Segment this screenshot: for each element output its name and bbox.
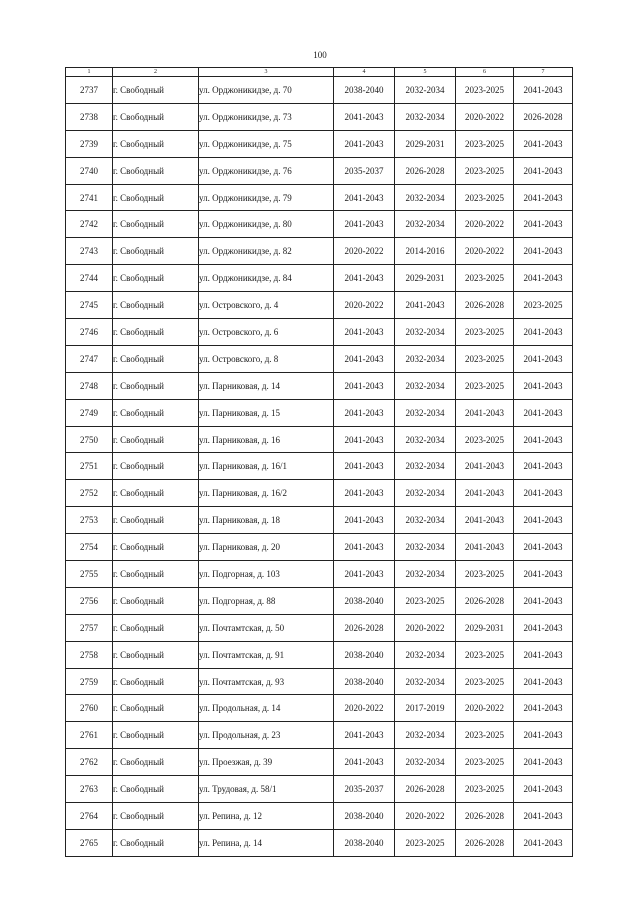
period-cell-col4: 2026-2028 [334, 614, 395, 641]
header-cell: 7 [514, 68, 573, 77]
period-cell-col4: 2035-2037 [334, 157, 395, 184]
period-cell-col6: 2023-2025 [456, 130, 514, 157]
table-row [66, 238, 573, 265]
table-row [66, 292, 573, 319]
row-number: 2746 [66, 319, 113, 346]
table-row [66, 184, 573, 211]
row-number: 2758 [66, 641, 113, 668]
period-cell-col7: 2023-2025 [514, 292, 573, 319]
period-cell-col7: 2041-2043 [514, 345, 573, 372]
address-cell: ул. Репина, д. 14 [199, 829, 334, 856]
period-cell-col6: 2023-2025 [456, 77, 514, 104]
period-cell-col6: 2026-2028 [456, 292, 514, 319]
table-header [66, 68, 573, 77]
period-cell-col4: 2041-2043 [334, 265, 395, 292]
period-cell-col6: 2023-2025 [456, 265, 514, 292]
period-cell-col7: 2041-2043 [514, 776, 573, 803]
period-cell-col6: 2026-2028 [456, 829, 514, 856]
period-cell-col5: 2029-2031 [395, 265, 456, 292]
row-number: 2743 [66, 238, 113, 265]
period-cell-col6: 2023-2025 [456, 345, 514, 372]
period-cell-col7: 2041-2043 [514, 265, 573, 292]
period-cell-col5: 2023-2025 [395, 829, 456, 856]
address-cell: ул. Орджоникидзе, д. 80 [199, 211, 334, 238]
period-cell-col7: 2041-2043 [514, 668, 573, 695]
address-cell: ул. Парниковая, д. 15 [199, 399, 334, 426]
header-cell: 3 [199, 68, 334, 77]
period-cell-col5: 2020-2022 [395, 803, 456, 830]
period-cell-col6: 2020-2022 [456, 103, 514, 130]
address-cell: ул. Проезжая, д. 39 [199, 749, 334, 776]
period-cell-col5: 2032-2034 [395, 211, 456, 238]
row-number: 2752 [66, 480, 113, 507]
period-cell-col7: 2041-2043 [514, 130, 573, 157]
period-cell-col7: 2041-2043 [514, 641, 573, 668]
address-cell: ул. Островского, д. 6 [199, 319, 334, 346]
period-cell-col5: 2032-2034 [395, 480, 456, 507]
period-cell-col4: 2038-2040 [334, 829, 395, 856]
table-row [66, 211, 573, 238]
period-cell-col5: 2032-2034 [395, 372, 456, 399]
period-cell-col4: 2020-2022 [334, 695, 395, 722]
address-cell: ул. Орджоникидзе, д. 84 [199, 265, 334, 292]
row-number: 2759 [66, 668, 113, 695]
address-cell: ул. Парниковая, д. 16/2 [199, 480, 334, 507]
period-cell-col6: 2023-2025 [456, 372, 514, 399]
period-cell-col7: 2041-2043 [514, 507, 573, 534]
city-cell: г. Свободный [113, 238, 199, 265]
city-cell: г. Свободный [113, 695, 199, 722]
row-number: 2755 [66, 561, 113, 588]
city-cell: г. Свободный [113, 803, 199, 830]
city-cell: г. Свободный [113, 534, 199, 561]
period-cell-col7: 2041-2043 [514, 829, 573, 856]
row-number: 2748 [66, 372, 113, 399]
period-cell-col5: 2032-2034 [395, 184, 456, 211]
row-number: 2764 [66, 803, 113, 830]
period-cell-col5: 2032-2034 [395, 77, 456, 104]
period-cell-col7: 2026-2028 [514, 103, 573, 130]
address-cell: ул. Орджоникидзе, д. 82 [199, 238, 334, 265]
header-cell: 4 [334, 68, 395, 77]
table-row [66, 345, 573, 372]
city-cell: г. Свободный [113, 184, 199, 211]
address-cell: ул. Орджоникидзе, д. 79 [199, 184, 334, 211]
period-cell-col4: 2041-2043 [334, 399, 395, 426]
period-cell-col7: 2041-2043 [514, 426, 573, 453]
table-row [66, 722, 573, 749]
row-number: 2756 [66, 587, 113, 614]
period-cell-col5: 2032-2034 [395, 103, 456, 130]
row-number: 2760 [66, 695, 113, 722]
period-cell-col5: 2032-2034 [395, 749, 456, 776]
period-cell-col5: 2032-2034 [395, 426, 456, 453]
address-cell: ул. Парниковая, д. 14 [199, 372, 334, 399]
period-cell-col6: 2020-2022 [456, 695, 514, 722]
address-cell: ул. Почтамтская, д. 50 [199, 614, 334, 641]
period-cell-col7: 2041-2043 [514, 211, 573, 238]
table-body [66, 77, 573, 857]
city-cell: г. Свободный [113, 130, 199, 157]
address-cell: ул. Репина, д. 12 [199, 803, 334, 830]
period-cell-col5: 2032-2034 [395, 453, 456, 480]
period-cell-col4: 2041-2043 [334, 372, 395, 399]
address-cell: ул. Почтамтская, д. 93 [199, 668, 334, 695]
table-row [66, 157, 573, 184]
table-row [66, 534, 573, 561]
address-cell: ул. Островского, д. 4 [199, 292, 334, 319]
period-cell-col6: 2023-2025 [456, 641, 514, 668]
row-number: 2740 [66, 157, 113, 184]
city-cell: г. Свободный [113, 372, 199, 399]
period-cell-col4: 2038-2040 [334, 641, 395, 668]
table-row [66, 641, 573, 668]
period-cell-col5: 2041-2043 [395, 292, 456, 319]
period-cell-col6: 2041-2043 [456, 453, 514, 480]
period-cell-col6: 2026-2028 [456, 803, 514, 830]
header-cell: 1 [66, 68, 113, 77]
period-cell-col5: 2032-2034 [395, 641, 456, 668]
address-cell: ул. Орджоникидзе, д. 73 [199, 103, 334, 130]
city-cell: г. Свободный [113, 480, 199, 507]
address-cell: ул. Орджоникидзе, д. 75 [199, 130, 334, 157]
table-row [66, 776, 573, 803]
period-cell-col6: 2023-2025 [456, 776, 514, 803]
period-cell-col7: 2041-2043 [514, 803, 573, 830]
row-number: 2762 [66, 749, 113, 776]
period-cell-col7: 2041-2043 [514, 184, 573, 211]
row-number: 2749 [66, 399, 113, 426]
row-number: 2754 [66, 534, 113, 561]
period-cell-col5: 2032-2034 [395, 507, 456, 534]
city-cell: г. Свободный [113, 77, 199, 104]
row-number: 2753 [66, 507, 113, 534]
table-row [66, 399, 573, 426]
period-cell-col7: 2041-2043 [514, 534, 573, 561]
period-cell-col5: 2026-2028 [395, 157, 456, 184]
table-row [66, 829, 573, 856]
period-cell-col7: 2041-2043 [514, 695, 573, 722]
address-cell: ул. Почтамтская, д. 91 [199, 641, 334, 668]
address-cell: ул. Продольная, д. 14 [199, 695, 334, 722]
table-row [66, 103, 573, 130]
period-cell-col6: 2020-2022 [456, 211, 514, 238]
period-cell-col6: 2041-2043 [456, 534, 514, 561]
row-number: 2742 [66, 211, 113, 238]
address-cell: ул. Островского, д. 8 [199, 345, 334, 372]
row-number: 2765 [66, 829, 113, 856]
period-cell-col4: 2041-2043 [334, 507, 395, 534]
table-row [66, 453, 573, 480]
city-cell: г. Свободный [113, 668, 199, 695]
city-cell: г. Свободный [113, 587, 199, 614]
period-cell-col6: 2023-2025 [456, 157, 514, 184]
period-cell-col6: 2026-2028 [456, 587, 514, 614]
period-cell-col7: 2041-2043 [514, 453, 573, 480]
city-cell: г. Свободный [113, 292, 199, 319]
period-cell-col7: 2041-2043 [514, 319, 573, 346]
period-cell-col6: 2023-2025 [456, 184, 514, 211]
row-number: 2761 [66, 722, 113, 749]
period-cell-col4: 2041-2043 [334, 319, 395, 346]
row-number: 2763 [66, 776, 113, 803]
period-cell-col7: 2041-2043 [514, 157, 573, 184]
period-cell-col4: 2020-2022 [334, 292, 395, 319]
address-cell: ул. Парниковая, д. 16 [199, 426, 334, 453]
period-cell-col7: 2041-2043 [514, 480, 573, 507]
period-cell-col7: 2041-2043 [514, 722, 573, 749]
period-cell-col4: 2041-2043 [334, 534, 395, 561]
period-cell-col6: 2023-2025 [456, 426, 514, 453]
city-cell: г. Свободный [113, 561, 199, 588]
period-cell-col7: 2041-2043 [514, 372, 573, 399]
table-row [66, 426, 573, 453]
header-cell: 6 [456, 68, 514, 77]
city-cell: г. Свободный [113, 614, 199, 641]
header-cell: 5 [395, 68, 456, 77]
table-row [66, 319, 573, 346]
period-cell-col4: 2041-2043 [334, 561, 395, 588]
city-cell: г. Свободный [113, 265, 199, 292]
period-cell-col6: 2023-2025 [456, 668, 514, 695]
registry-table [65, 67, 573, 857]
row-number: 2738 [66, 103, 113, 130]
row-number: 2741 [66, 184, 113, 211]
period-cell-col5: 2023-2025 [395, 587, 456, 614]
period-cell-col4: 2038-2040 [334, 77, 395, 104]
period-cell-col7: 2041-2043 [514, 77, 573, 104]
city-cell: г. Свободный [113, 399, 199, 426]
period-cell-col4: 2041-2043 [334, 211, 395, 238]
period-cell-col4: 2041-2043 [334, 103, 395, 130]
table-row [66, 372, 573, 399]
table-row [66, 265, 573, 292]
period-cell-col6: 2023-2025 [456, 561, 514, 588]
period-cell-col6: 2023-2025 [456, 319, 514, 346]
row-number: 2737 [66, 77, 113, 104]
city-cell: г. Свободный [113, 345, 199, 372]
row-number: 2744 [66, 265, 113, 292]
city-cell: г. Свободный [113, 103, 199, 130]
table-row [66, 561, 573, 588]
period-cell-col4: 2041-2043 [334, 426, 395, 453]
period-cell-col4: 2041-2043 [334, 345, 395, 372]
city-cell: г. Свободный [113, 453, 199, 480]
table-row [66, 130, 573, 157]
city-cell: г. Свободный [113, 776, 199, 803]
row-number: 2750 [66, 426, 113, 453]
period-cell-col6: 2023-2025 [456, 722, 514, 749]
city-cell: г. Свободный [113, 722, 199, 749]
period-cell-col4: 2038-2040 [334, 803, 395, 830]
address-cell: ул. Подгорная, д. 103 [199, 561, 334, 588]
table-row [66, 77, 573, 104]
period-cell-col5: 2032-2034 [395, 534, 456, 561]
row-number: 2745 [66, 292, 113, 319]
city-cell: г. Свободный [113, 829, 199, 856]
city-cell: г. Свободный [113, 641, 199, 668]
table-row [66, 507, 573, 534]
period-cell-col5: 2014-2016 [395, 238, 456, 265]
city-cell: г. Свободный [113, 211, 199, 238]
row-number: 2739 [66, 130, 113, 157]
city-cell: г. Свободный [113, 319, 199, 346]
period-cell-col5: 2026-2028 [395, 776, 456, 803]
period-cell-col4: 2038-2040 [334, 587, 395, 614]
table-row [66, 614, 573, 641]
table-row [66, 749, 573, 776]
period-cell-col6: 2041-2043 [456, 480, 514, 507]
period-cell-col4: 2041-2043 [334, 749, 395, 776]
period-cell-col4: 2041-2043 [334, 453, 395, 480]
period-cell-col4: 2041-2043 [334, 130, 395, 157]
address-cell: ул. Трудовая, д. 58/1 [199, 776, 334, 803]
period-cell-col5: 2032-2034 [395, 319, 456, 346]
header-cell: 2 [113, 68, 199, 77]
row-number: 2747 [66, 345, 113, 372]
table-row [66, 695, 573, 722]
table-row [66, 480, 573, 507]
table-row [66, 587, 573, 614]
period-cell-col6: 2029-2031 [456, 614, 514, 641]
city-cell: г. Свободный [113, 507, 199, 534]
period-cell-col7: 2041-2043 [514, 238, 573, 265]
period-cell-col5: 2020-2022 [395, 614, 456, 641]
period-cell-col4: 2041-2043 [334, 184, 395, 211]
period-cell-col6: 2023-2025 [456, 749, 514, 776]
period-cell-col4: 2041-2043 [334, 722, 395, 749]
period-cell-col5: 2017-2019 [395, 695, 456, 722]
row-number: 2757 [66, 614, 113, 641]
city-cell: г. Свободный [113, 157, 199, 184]
address-cell: ул. Подгорная, д. 88 [199, 587, 334, 614]
city-cell: г. Свободный [113, 749, 199, 776]
page-number: 100 [313, 50, 327, 60]
period-cell-col7: 2041-2043 [514, 561, 573, 588]
period-cell-col6: 2041-2043 [456, 507, 514, 534]
period-cell-col7: 2041-2043 [514, 399, 573, 426]
table-row [66, 668, 573, 695]
header-row [66, 68, 573, 77]
city-cell: г. Свободный [113, 426, 199, 453]
period-cell-col5: 2032-2034 [395, 722, 456, 749]
period-cell-col5: 2032-2034 [395, 399, 456, 426]
period-cell-col5: 2029-2031 [395, 130, 456, 157]
period-cell-col5: 2032-2034 [395, 668, 456, 695]
table-row [66, 803, 573, 830]
address-cell: ул. Орджоникидзе, д. 70 [199, 77, 334, 104]
row-number: 2751 [66, 453, 113, 480]
address-cell: ул. Продольная, д. 23 [199, 722, 334, 749]
period-cell-col5: 2032-2034 [395, 561, 456, 588]
address-cell: ул. Орджоникидзе, д. 76 [199, 157, 334, 184]
period-cell-col4: 2035-2037 [334, 776, 395, 803]
address-cell: ул. Парниковая, д. 20 [199, 534, 334, 561]
address-cell: ул. Парниковая, д. 16/1 [199, 453, 334, 480]
period-cell-col4: 2020-2022 [334, 238, 395, 265]
period-cell-col7: 2041-2043 [514, 587, 573, 614]
address-cell: ул. Парниковая, д. 18 [199, 507, 334, 534]
period-cell-col6: 2020-2022 [456, 238, 514, 265]
period-cell-col6: 2041-2043 [456, 399, 514, 426]
period-cell-col7: 2041-2043 [514, 614, 573, 641]
period-cell-col5: 2032-2034 [395, 345, 456, 372]
period-cell-col7: 2041-2043 [514, 749, 573, 776]
period-cell-col4: 2041-2043 [334, 480, 395, 507]
period-cell-col4: 2038-2040 [334, 668, 395, 695]
